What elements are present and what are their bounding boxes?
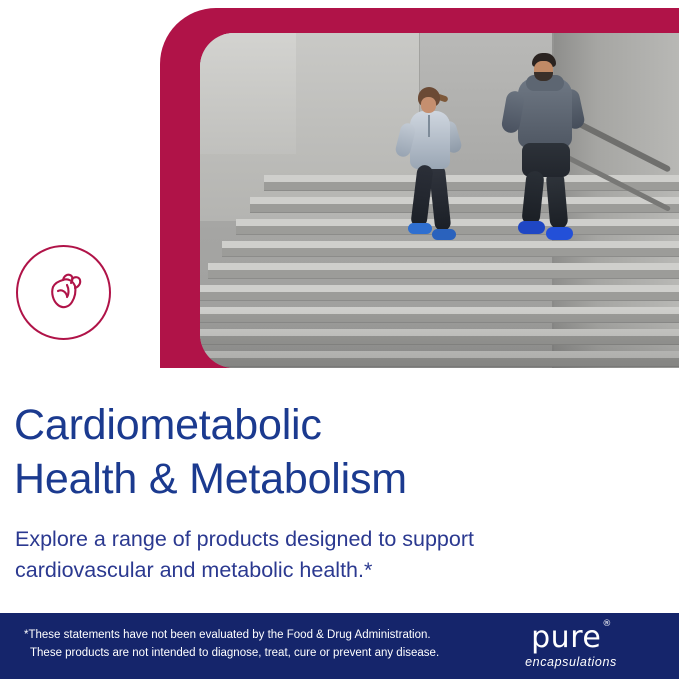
disclaimer-text (24, 627, 464, 663)
photo-vignette (200, 308, 679, 368)
hero-image-block (160, 8, 679, 368)
disclaimer-line-2: These products are not intended to diagnose, treat, cure or prevent any disease. (30, 646, 440, 659)
disclaimer-line-1: *These statements have not been evaluated by the Food & Drug Administration. (24, 629, 431, 641)
page-title-line-2: Health & Metabolism (14, 455, 407, 504)
page-subtitle-line-2: cardiovascular and metabolic health.* (15, 557, 373, 582)
photo-runner-man (502, 53, 596, 348)
page-title (14, 398, 654, 506)
brand-tagline: encapsulations (525, 655, 617, 669)
registered-trademark-icon: ® (602, 619, 612, 629)
photo-concrete-panel (200, 33, 296, 154)
hero-photo (200, 33, 679, 368)
brand-logo (481, 619, 661, 669)
brand-name (531, 619, 612, 655)
page-subtitle (15, 524, 635, 585)
page-title-line-1: Cardiometabolic (14, 401, 322, 449)
footer-bar (0, 613, 679, 679)
brand-name-text: pure (531, 620, 602, 655)
heart-icon (16, 245, 111, 340)
page-subtitle-line-1: Explore a range of products designed to support (15, 527, 474, 551)
